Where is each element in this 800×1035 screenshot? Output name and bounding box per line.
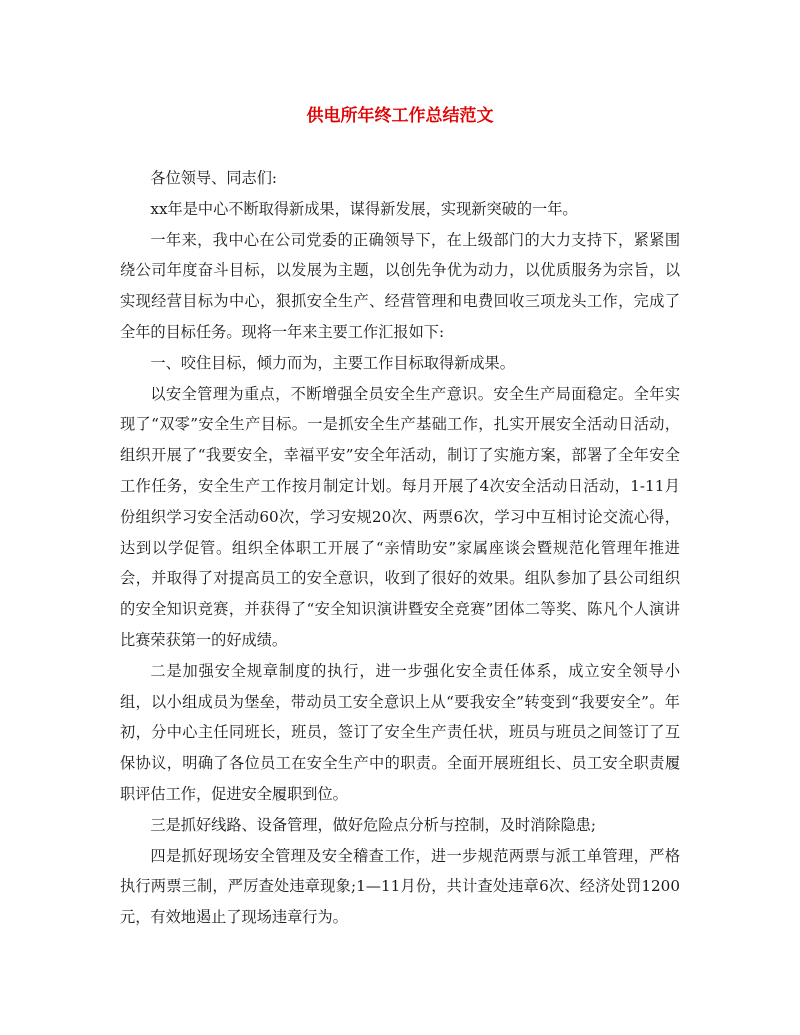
line-equipment-paragraph: 三是抓好线路、设备管理，做好危险点分析与控制，及时消除隐患; <box>150 815 596 834</box>
section-heading-paragraph: 一、咬住目标，倾力而为，主要工作目标取得新成果。 <box>150 353 515 372</box>
site-inspection-paragraph: 四是抓好现场安全管理及安全稽查工作，进一步规范两票与派工单管理，严格执行两票三制，严厉查处违章现象;1—11月份，共计查处违章6次、经济处罚1200元，有效地遏止了现场违章行为。 <box>120 846 680 927</box>
document-body <box>120 163 680 933</box>
intro-paragraph: xx年是中心不断取得新成果，谋得新发展，实现新突破的一年。 <box>150 199 578 218</box>
overview-paragraph: 一年来，我中心在公司党委的正确领导下，在上级部门的大力支持下，紧紧围绕公司年度奋斗目标，以发展为主题，以创先争优为动力，以优质服务为宗旨，以实现经营目标为中心，狠抓安全生产、经营管理和电费回收三项龙头工作，完成了全年的目标任务。现将一年来主要工作汇报如下: <box>120 230 680 341</box>
document-title: 供电所年终工作总结范文 <box>306 106 494 126</box>
safety-rules-paragraph: 二是加强安全规章制度的执行，进一步强化安全责任体系，成立安全领导小组，以小组成员为堡垒，带动员工安全意识上从“要我安全”转变到“我要安全”。年初，分中心主任同班长，班员，签订了安全生产责任状，班员与班员之间签订了互保协议，明确了各位员工在安全生产中的职责。全面开展班组长、员工安全职责履职评估工作，促进安全履职到位。 <box>120 661 680 803</box>
salutation-paragraph: 各位领导、同志们: <box>150 169 278 187</box>
safety-management-paragraph: 以安全管理为重点，不断增强全员安全生产意识。安全生产局面稳定。全年实现了“双零”安全生产目标。一是抓安全生产基础工作，扎实开展安全活动日活动，组织开展了“我要安全，幸福平安”安全年活动，制订了实施方案，部署了全年安全工作任务，安全生产工作按月制定计划。每月开展了4次安全活动日活动，1-11月份组织学习安全活动60次，学习安规20次、两票6次，学习中互相讨论交流心得，达到以学促管。组织全体职工开展了“亲情助安”家属座谈会暨规范化管理年推进会，并取得了对提高员工的安全意识，收到了很好的效果。组队参加了县公司组织的安全知识竞赛，并获得了“安全知识演讲暨安全竞赛”团体二等奖、陈凡个人演讲比赛荣获第一的好成绩。 <box>120 384 680 649</box>
